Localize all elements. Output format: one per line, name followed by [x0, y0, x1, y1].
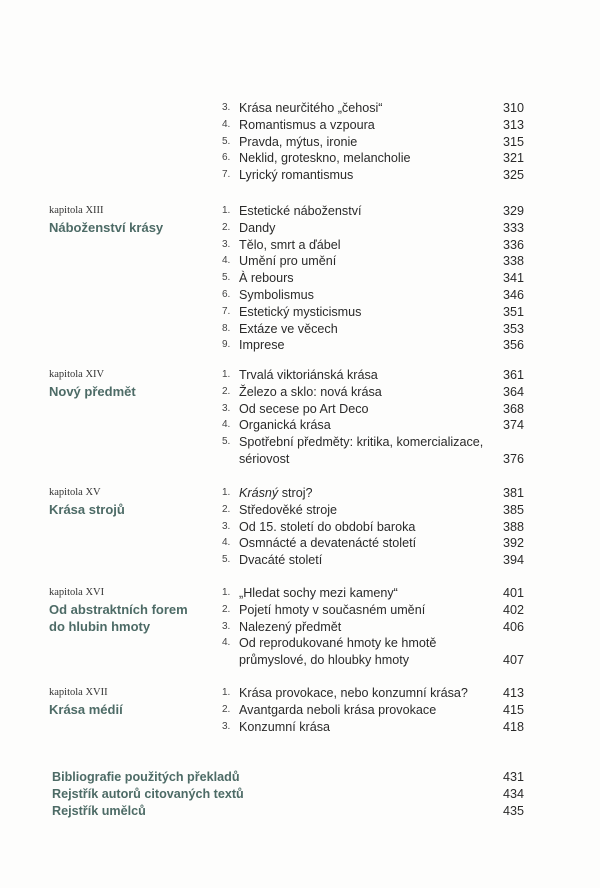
entry-title-text: stroj? — [278, 486, 313, 500]
entry-title — [239, 685, 524, 702]
entry-title-text: Dvacáté století — [239, 553, 323, 568]
entry-page-number: 325 — [502, 168, 524, 183]
entry-title-text: Imprese — [239, 338, 285, 353]
back-matter-title: Rejstřík umělců — [52, 803, 146, 818]
entry-title-text: Tělo, smrt a ďábel — [239, 237, 341, 252]
entry-number: 3. — [222, 402, 231, 414]
entry-page-number: 376 — [502, 451, 524, 466]
entry-page-number: 415 — [502, 702, 524, 717]
entry-title — [239, 100, 524, 117]
entry-number: 5. — [222, 272, 231, 284]
entry-title — [239, 485, 524, 502]
toc-entry[interactable] — [222, 434, 524, 468]
chapter-heading — [49, 367, 136, 401]
entry-list — [222, 685, 524, 735]
entry-number: 7. — [222, 305, 231, 317]
entry-title — [239, 134, 524, 151]
back-matter-title: Bibliografie použitých překladů — [52, 770, 240, 784]
entry-number: 2. — [222, 703, 231, 715]
toc-entry[interactable] — [222, 253, 524, 270]
toc-entry[interactable] — [222, 367, 524, 384]
entry-title-text: Romantismus a vzpoura — [239, 117, 375, 132]
toc-entry[interactable] — [222, 384, 524, 401]
toc-entry[interactable] — [222, 619, 524, 636]
toc-entry[interactable] — [222, 635, 524, 669]
entry-title-text: Nalezený předmět — [239, 619, 342, 634]
entry-title-text: Pravda, mýtus, ironie — [239, 134, 358, 149]
entry-title — [239, 150, 524, 167]
toc-entry[interactable] — [222, 270, 524, 287]
entry-title-text: Dandy — [239, 220, 276, 235]
entry-page-number: 346 — [502, 287, 524, 302]
back-matter-page-number: 434 — [502, 786, 524, 801]
chapter-heading — [49, 485, 125, 519]
entry-page-number: 321 — [502, 151, 524, 166]
chapter-title — [49, 702, 123, 719]
toc-entry[interactable] — [222, 535, 524, 552]
toc-entry[interactable] — [222, 552, 524, 569]
entry-page-number: 381 — [502, 486, 524, 500]
entry-page-number: 310 — [502, 101, 524, 115]
entry-number: 3. — [222, 620, 231, 632]
chapter-title — [49, 602, 188, 636]
entry-title — [239, 434, 524, 468]
entry-number: 4. — [222, 537, 231, 549]
chapter-label: kapitola XVI — [49, 587, 105, 598]
entry-page-number: 413 — [502, 686, 524, 700]
entry-title-text: Lyrický romantismus — [239, 168, 354, 183]
back-matter-entry[interactable] — [52, 786, 524, 803]
chapter-title-line: Náboženství krásy — [49, 219, 164, 235]
entry-number: 5. — [222, 135, 231, 147]
toc-entry[interactable] — [222, 100, 524, 117]
entry-number: 1. — [222, 369, 231, 380]
back-matter-page-number: 435 — [502, 803, 524, 818]
entry-page-number: 394 — [502, 553, 524, 568]
entry-number: 4. — [222, 118, 231, 130]
entry-title-text: Avantgarda neboli krása provokace — [239, 702, 437, 717]
entry-number: 5. — [222, 554, 231, 566]
entry-page-number: 406 — [502, 619, 524, 634]
entry-title — [239, 502, 524, 519]
toc-entry[interactable] — [222, 519, 524, 536]
entry-number: 1. — [222, 587, 231, 598]
entry-page-number: 364 — [502, 384, 524, 399]
chapter-heading — [49, 685, 123, 719]
entry-title-text: Symbolismus — [239, 287, 314, 302]
entry-title — [239, 367, 524, 384]
entry-title-text: Železo a sklo: nová krása — [239, 384, 382, 399]
entry-title-text: „Hledat sochy mezi kameny“ — [239, 586, 398, 600]
chapter-heading — [49, 203, 163, 237]
entry-title — [239, 719, 524, 736]
toc-entry[interactable] — [222, 401, 524, 418]
entry-title — [239, 167, 524, 184]
entry-list — [222, 485, 524, 569]
entry-number: 1. — [222, 205, 231, 216]
entry-page-number: 418 — [502, 719, 524, 734]
chapter-heading — [49, 585, 188, 635]
entry-title-text: Estetický mysticismus — [239, 304, 362, 319]
entry-title — [239, 270, 524, 287]
toc-entry[interactable] — [222, 337, 524, 354]
entry-page-number: 341 — [502, 271, 524, 286]
entry-page-number: 313 — [502, 117, 524, 132]
entry-number: 3. — [222, 102, 231, 113]
chapter-label: kapitola XVII — [49, 687, 108, 698]
entry-title — [239, 287, 524, 304]
entry-number: 6. — [222, 288, 231, 300]
chapter-label: kapitola XV — [49, 487, 101, 498]
entry-title — [239, 635, 524, 669]
entry-page-number: 385 — [502, 502, 524, 517]
back-matter-title: Rejstřík autorů citovaných textů — [52, 786, 244, 801]
entry-title-text: Extáze ve věcech — [239, 321, 338, 336]
chapter-title-line: Krása médií — [49, 701, 123, 717]
toc-entry[interactable] — [222, 321, 524, 338]
chapter-label: kapitola XIII — [49, 205, 104, 216]
entry-page-number: 356 — [502, 338, 524, 353]
toc-entry[interactable] — [222, 585, 524, 602]
entry-title — [239, 417, 524, 434]
entry-title-text: Neklid, groteskno, melancholie — [239, 151, 411, 166]
entry-title-text: À rebours — [239, 271, 294, 286]
entry-page-number: 392 — [502, 536, 524, 551]
entry-list — [222, 100, 524, 184]
entry-title — [239, 253, 524, 270]
entry-number: 8. — [222, 322, 231, 334]
toc-entry[interactable] — [222, 485, 524, 502]
toc-entry[interactable] — [222, 150, 524, 167]
entry-title — [239, 519, 524, 536]
entry-title — [239, 117, 524, 134]
entry-number: 4. — [222, 255, 231, 267]
toc-entry[interactable] — [222, 417, 524, 434]
back-matter-entry[interactable] — [52, 803, 524, 820]
entry-title-text: Od 15. století do období baroka — [239, 519, 416, 534]
entry-number: 6. — [222, 152, 231, 164]
toc-entry[interactable] — [222, 602, 524, 619]
toc-entry[interactable] — [222, 134, 524, 151]
entry-page-number: 329 — [502, 204, 524, 218]
chapter-title — [49, 384, 136, 401]
chapter-title-line: Nový předmět — [49, 383, 136, 399]
toc-entry[interactable] — [222, 203, 524, 220]
entry-title — [239, 602, 524, 619]
entry-number: 3. — [222, 238, 231, 250]
entry-page-number: 333 — [502, 220, 524, 235]
back-matter-list — [52, 769, 524, 819]
toc-entry[interactable] — [222, 117, 524, 134]
entry-title — [239, 321, 524, 338]
entry-number: 2. — [222, 385, 231, 397]
entry-page-number: 336 — [502, 237, 524, 252]
entry-title — [239, 702, 524, 719]
entry-page-number: 401 — [502, 586, 524, 600]
entry-number: 1. — [222, 687, 231, 698]
toc-entry[interactable] — [222, 167, 524, 184]
entry-title-text: Krása neurčitého „čehosi“ — [239, 101, 383, 115]
entry-number: 9. — [222, 339, 231, 351]
entry-page-number: 407 — [502, 653, 524, 668]
entry-page-number: 338 — [502, 254, 524, 269]
toc-entry[interactable] — [222, 702, 524, 719]
entry-number: 5. — [222, 436, 231, 448]
entry-title-text: Estetické náboženství — [239, 204, 362, 218]
entry-page-number: 351 — [502, 304, 524, 319]
back-matter-entry[interactable] — [52, 769, 524, 786]
entry-title-text: Krása provokace, nebo konzumní krása? — [239, 686, 468, 700]
entry-title-text: Konzumní krása — [239, 719, 330, 734]
toc-entry[interactable] — [222, 237, 524, 254]
entry-title — [239, 384, 524, 401]
chapter-label: kapitola XIV — [49, 369, 105, 380]
entry-title-emphasis: Krásný — [239, 486, 279, 500]
toc-entry[interactable] — [222, 502, 524, 519]
entry-title-text: Pojetí hmoty v současném umění — [239, 602, 426, 617]
entry-title-text: Spotřební předměty: kritika, komercializace, sériovost — [239, 435, 484, 466]
entry-title-text: Osmnácté a devatenácté století — [239, 536, 417, 551]
chapter-title-line: Od abstraktních forem — [49, 601, 188, 617]
entry-title-text: Od secese po Art Deco — [239, 401, 369, 416]
entry-page-number: 374 — [502, 418, 524, 433]
entry-title-text: Umění pro umění — [239, 254, 337, 269]
entry-number: 4. — [222, 419, 231, 431]
toc-entry[interactable] — [222, 287, 524, 304]
entry-title-text: Středověké stroje — [239, 502, 338, 517]
entry-title-text: Od reprodukované hmoty ke hmotě průmyslové, do hloubky hmoty — [239, 636, 437, 668]
entry-title — [239, 619, 524, 636]
entry-title — [239, 401, 524, 418]
entry-title-text: Trvalá viktoriánská krása — [239, 368, 378, 382]
entry-title — [239, 552, 524, 569]
entry-page-number: 361 — [502, 368, 524, 382]
entry-title — [239, 535, 524, 552]
back-matter-page-number: 431 — [502, 770, 524, 784]
entry-number: 2. — [222, 221, 231, 233]
entry-title — [239, 585, 524, 602]
entry-title-text: Organická krása — [239, 418, 331, 433]
chapter-title-line: Krása strojů — [49, 501, 125, 517]
entry-page-number: 402 — [502, 602, 524, 617]
entry-list — [222, 203, 524, 354]
entry-page-number: 315 — [502, 134, 524, 149]
toc-entry[interactable] — [222, 719, 524, 736]
entry-page-number: 353 — [502, 321, 524, 336]
entry-number: 1. — [222, 487, 231, 498]
chapter-title — [49, 220, 163, 237]
entry-number: 2. — [222, 603, 231, 615]
entry-number: 3. — [222, 520, 231, 532]
toc-entry[interactable] — [222, 220, 524, 237]
entry-list — [222, 585, 524, 669]
entry-title — [239, 237, 524, 254]
chapter-title-line: do hlubin hmoty — [49, 618, 151, 634]
entry-list — [222, 367, 524, 468]
toc-entry[interactable] — [222, 685, 524, 702]
entry-number: 3. — [222, 720, 231, 732]
entry-number: 2. — [222, 503, 231, 515]
entry-page-number: 368 — [502, 401, 524, 416]
entry-title — [239, 220, 524, 237]
entry-number: 7. — [222, 169, 231, 181]
entry-title — [239, 304, 524, 321]
entry-number: 4. — [222, 637, 231, 649]
entry-title — [239, 203, 524, 220]
toc-entry[interactable] — [222, 304, 524, 321]
entry-title — [239, 337, 524, 354]
entry-page-number: 388 — [502, 519, 524, 534]
chapter-title — [49, 502, 125, 519]
